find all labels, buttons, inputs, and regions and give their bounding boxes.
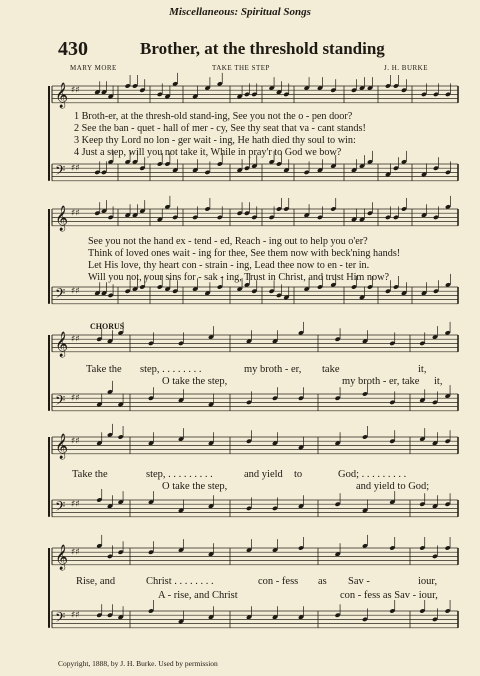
composer-credit: J. H. BURKE — [384, 64, 429, 72]
key-signature-icon: ♯♯ — [71, 208, 80, 219]
stanza-line-1: 1 Broth-er, at the thresh-old stand-ing, See you not the o - pen door? — [74, 111, 353, 122]
chorus-lyric: step, . . . . . . . . — [140, 364, 202, 375]
treble-clef-icon: 𝄞 — [55, 331, 69, 357]
key-signature-icon: ♯♯ — [71, 163, 80, 174]
chorus-lyric: Take the — [86, 364, 122, 375]
treble-clef-icon: 𝄞 — [55, 544, 69, 570]
chorus-lyric: O take the step, — [162, 376, 228, 387]
key-signature-icon: ♯♯ — [71, 436, 80, 447]
bass-clef-icon: 𝄢 — [55, 285, 66, 305]
treble-clef-icon: 𝄞 — [55, 205, 69, 231]
key-signature-icon: ♯♯ — [71, 393, 80, 404]
treble-clef-icon: 𝄞 — [55, 82, 69, 108]
bass-clef-icon: 𝄢 — [55, 498, 66, 518]
chorus-lyric: Rise, and — [76, 576, 116, 587]
chorus-lyric: con - fess — [258, 576, 299, 587]
stanza-line-3: 3 Keep thy Lord no lon - ger wait - ing, He hath died thy soul to win: — [74, 135, 356, 146]
key-signature-icon: ♯♯ — [71, 85, 80, 96]
chorus-lyric: and yield — [244, 469, 283, 480]
chorus-lyric: God; . . . . . . . . . — [338, 469, 407, 480]
key-signature-icon: ♯♯ — [71, 610, 80, 621]
key-signature-icon: ♯♯ — [71, 499, 80, 510]
chorus-lyric: take — [322, 364, 340, 375]
chorus-lyric: it, — [418, 364, 427, 375]
chorus-lyric: Sav - — [348, 576, 370, 587]
lyricist-credit: MARY MORE — [70, 64, 117, 72]
key-signature-icon: ♯♯ — [71, 547, 80, 558]
stanza-line-7: Let His love, thy heart con - strain - ing, Lead thee now to en - ter in. — [88, 260, 370, 271]
bass-clef-icon: 𝄢 — [55, 162, 66, 182]
bass-clef-icon: 𝄢 — [55, 609, 66, 629]
hymn-title: Brother, at the threshold standing — [140, 39, 385, 58]
chorus-lyric: to — [294, 469, 303, 480]
treble-clef-icon: 𝄞 — [55, 433, 69, 459]
chorus-lyric: my broth - er, — [244, 364, 302, 375]
stanza-line-8: Will you not, your sins for - sak - ing, Trust in Christ, and trust Him now? — [88, 272, 389, 283]
hymn-number: 430 — [58, 38, 88, 60]
chorus-lyric: it, — [434, 376, 443, 387]
chorus-lyric: con - fess as Sav - iour, — [340, 590, 438, 601]
chorus-lyric: and yield to God; — [356, 481, 430, 492]
key-signature-icon: ♯♯ — [71, 286, 80, 297]
chorus-lyric: my broth - er, take — [342, 376, 420, 387]
chorus-lyric: as — [318, 576, 327, 587]
chorus-lyric: step, . . . . . . . . . — [146, 469, 213, 480]
stanza-line-2: 2 See the ban - quet - hall of mer - cy, See thy seat that va - cant stands! — [74, 123, 366, 134]
chorus-lyric: iour, — [418, 576, 438, 587]
stanza-line-4: 4 Just a step, will you not take it, While in pray'r to God we bow? — [74, 147, 342, 158]
chorus-lyric: Take the — [72, 469, 108, 480]
tune-name: TAKE THE STEP — [212, 64, 270, 72]
bass-clef-icon: 𝄢 — [55, 392, 66, 412]
chorus-lyric: A - rise, and Christ — [158, 590, 238, 601]
chorus-lyric: O take the step, — [162, 481, 228, 492]
chorus-lyric: Christ . . . . . . . . — [146, 576, 214, 587]
chorus-label: CHORUS — [90, 322, 125, 331]
section-title: Miscellaneous: Spiritual Songs — [169, 6, 311, 18]
stanza-line-5: See you not the hand ex - tend - ed, Reach - ing out to help you o'er? — [88, 236, 368, 247]
copyright-notice: Copyright, 1888, by J. H. Burke. Used by permission — [58, 659, 218, 668]
key-signature-icon: ♯♯ — [71, 334, 80, 345]
stanza-line-6: Think of loved ones wait - ing for thee, See them now with beck'ning hands! — [88, 248, 401, 259]
